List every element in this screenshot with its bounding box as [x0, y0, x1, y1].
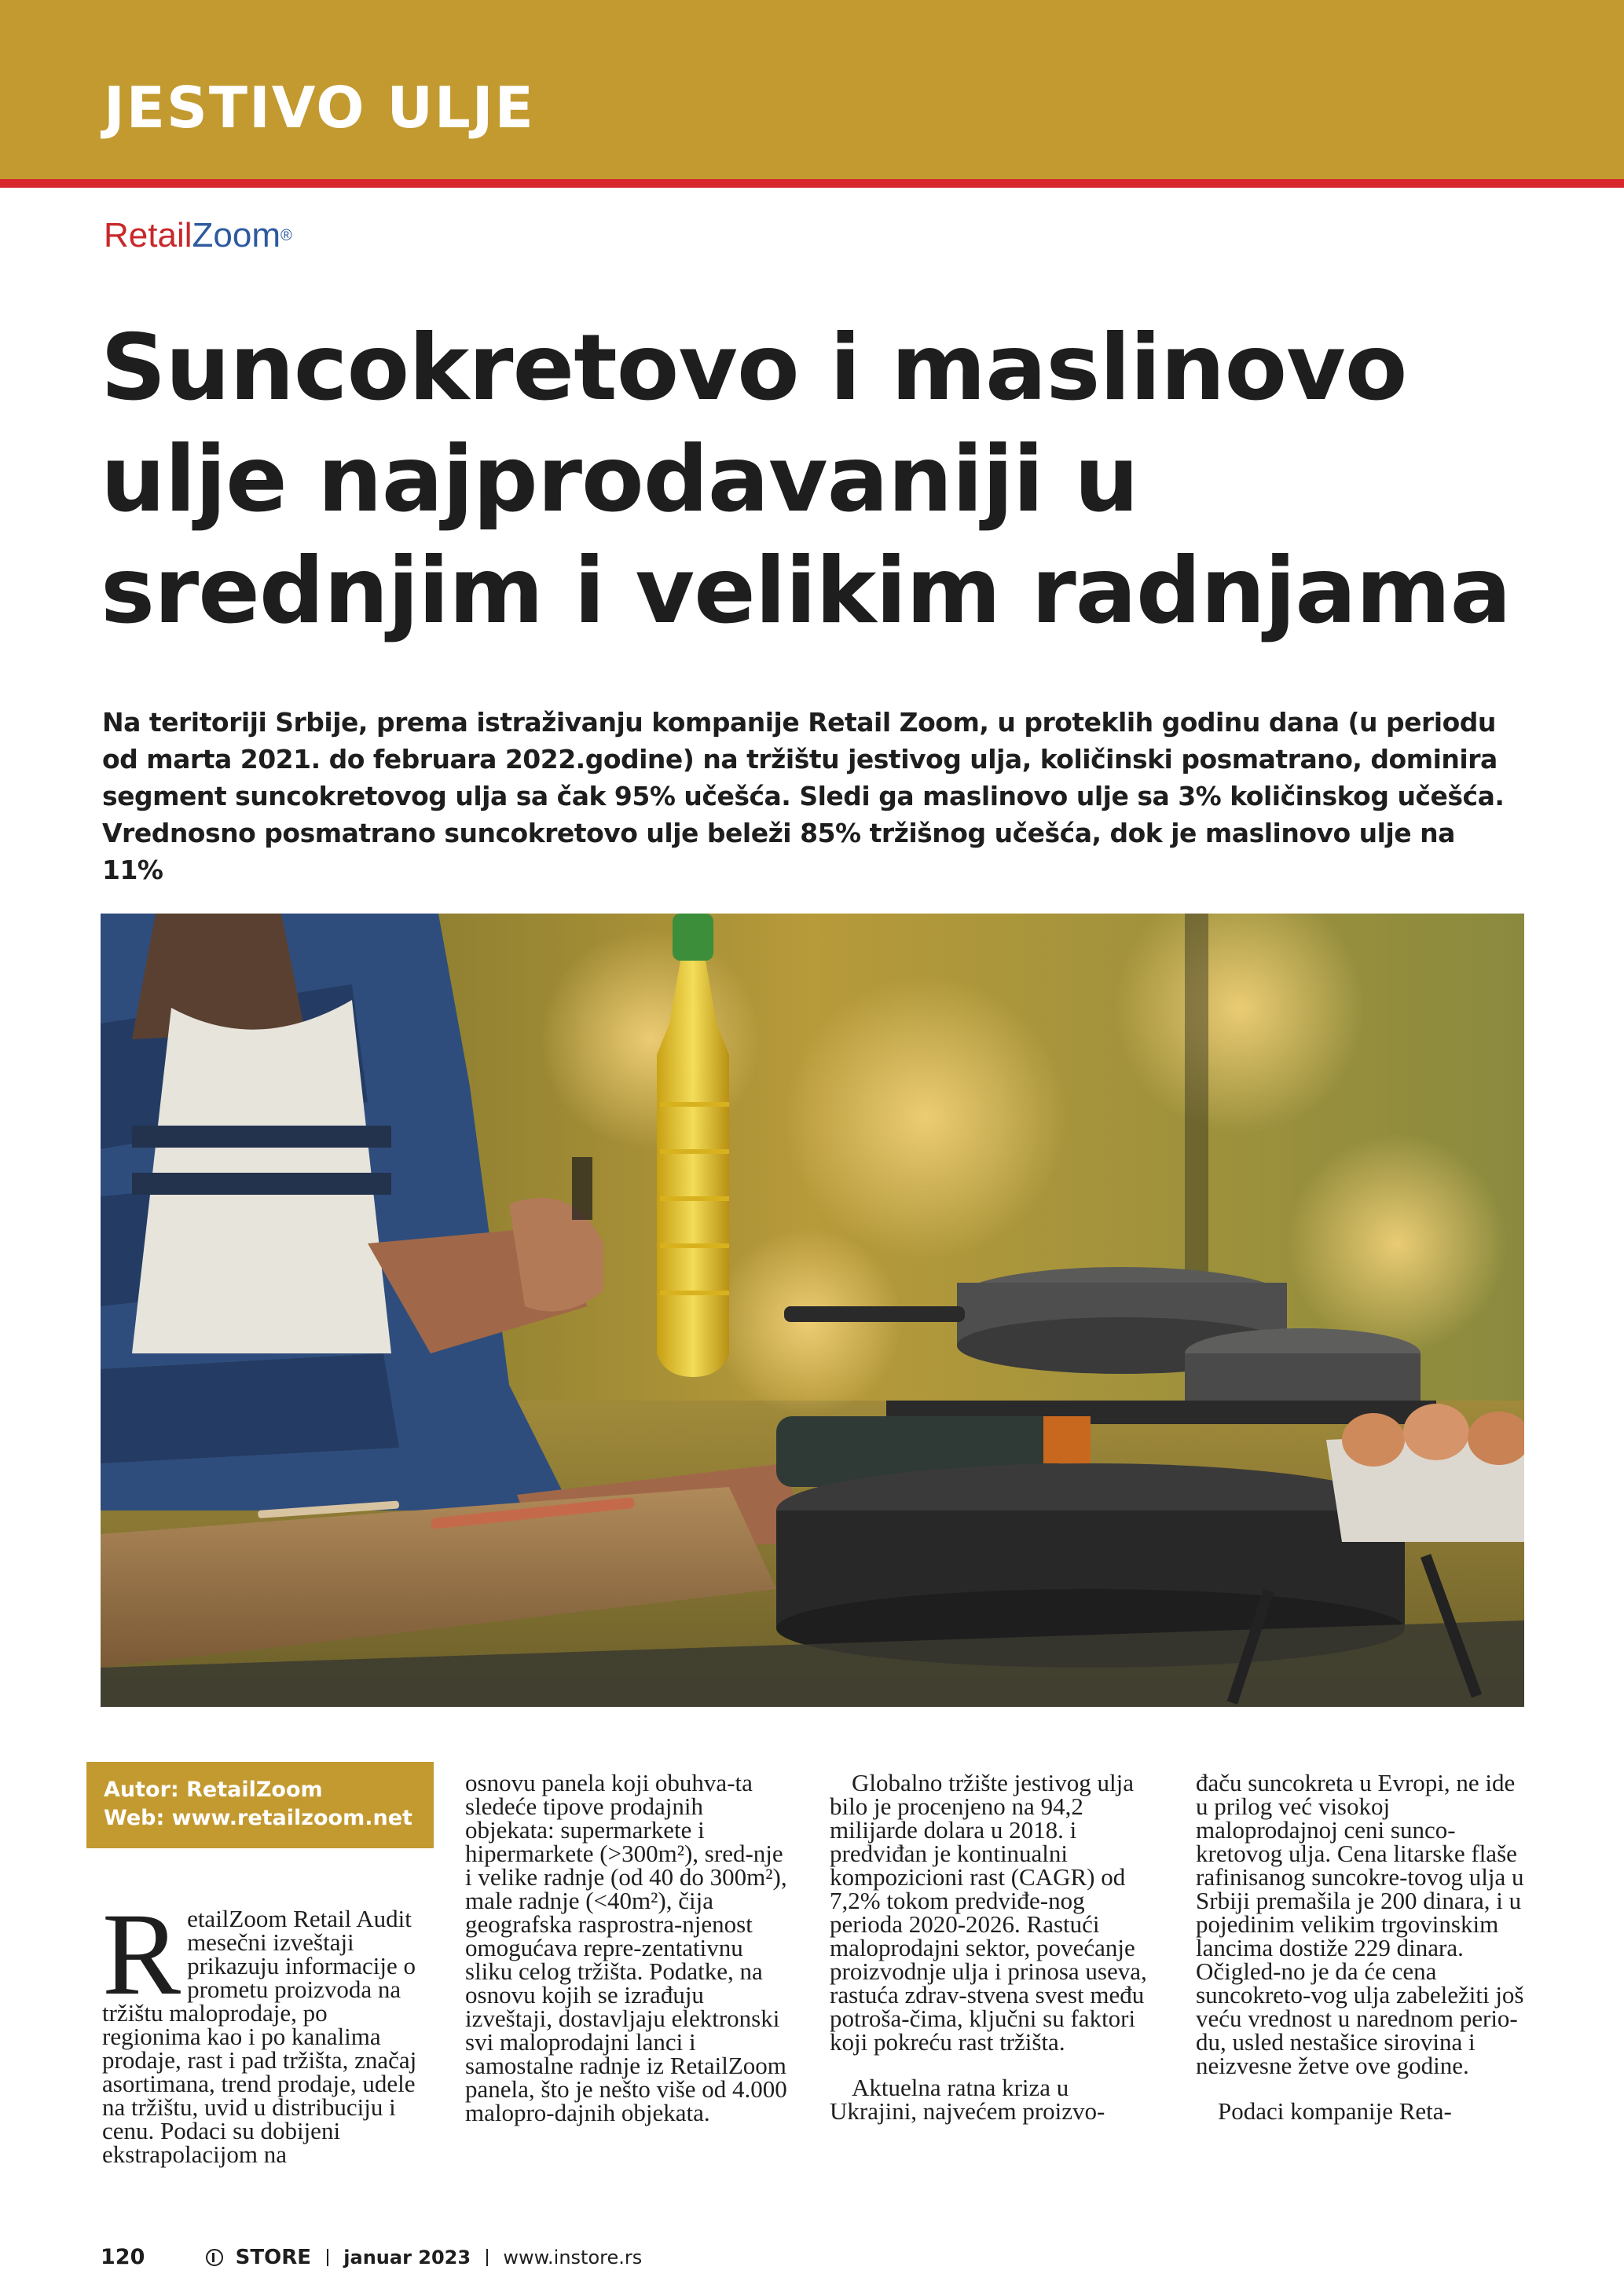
page-footer [101, 2243, 642, 2271]
footer-divider [486, 2249, 488, 2266]
section-title: JESTIVO ULJE [104, 75, 535, 141]
article-photo [101, 914, 1524, 1707]
body-column-3 [830, 1771, 1153, 2123]
publication-name: STORE [235, 2246, 312, 2269]
header-accent-line [0, 179, 1624, 188]
column-2-paragraph: osnovu panela koji obuhva-ta sledeće tipove prodajnih objekata: supermarkete i hipermarkete (>300m²), sred-nje i velike radnje (od 40 do 300m²), male radnje (<40m²), čija geografska rasprostra-njenost omogućava repre-zentativnu sliku celog tržišta. Podatke, na osnovu kojih se izrađuju izveštaji, dostavljaju elektronski svi maloprodajni lanci i samostalne radnje iz RetailZoom panela, što je nešto više od 4.000 malopro-dajnih objekata. [465, 1769, 787, 2126]
body-column-1 [102, 1889, 432, 2168]
logo-zoom-text: Zoom [192, 216, 280, 255]
column-4-paragraph-2: Podaci kompanije Reta- [1218, 2097, 1452, 2125]
article-lead: Na teritoriji Srbije, prema istraživanju kompanije Retail Zoom, u proteklih godinu dana (u periodu od marta 2021. do februara 2022.godine) na tržištu jestivog ulja, količinski posmatrano, dominira segment suncokretovog ulja sa čak 95% učešća. Sledi ga maslinovo ulje sa 3% količinskog učešća. Vrednosno posmatrano suncokretovo ulje beleži 85% tržišnog učešća, dok je maslinovo ulje na 11% [102, 707, 1505, 885]
column-3-paragraph-2: Aktuelna ratna kriza u Ukrajini, najvećem proizvo- [830, 2074, 1105, 2125]
article-headline: Suncokretovo i maslinovo ulje najprodavaniji u srednjim i velikim radnjama [101, 315, 1511, 644]
body-column-4 [1196, 1771, 1526, 2123]
instore-logo-icon [206, 2249, 223, 2266]
author-website: Web: www.retailzoom.net [104, 1806, 412, 1830]
registered-mark: ® [280, 227, 292, 244]
drop-cap: R [102, 1889, 181, 2020]
retailzoom-logo [104, 214, 292, 258]
author-box [86, 1762, 434, 1848]
author-label: Autor: RetailZoom [104, 1778, 323, 1802]
column-3-paragraph-1: Globalno tržište jestivog ulja bilo je procenjeno na 94,2 milijarde dolara u 2018. i predviđan je kontinualni kompozicioni rast (CAGR) od 7,2% tokom predviđe-nog perioda 2020-2026. Rastući maloprodajni sektor, povećanje proizvodnje ulja i prinosa useva, rastuća zdrav-stvena svest među potroša-čima, ključni su faktori koji pokreću rast tržišta. [830, 1769, 1147, 2056]
column-1-text: etailZoom Retail Audit mesečni izveštaji prikazuju informacije o prometu proizvoda na tržištu maloprodaje, po regionima kao i po kanalima prodaje, rast i pad tržišta, značaj asortimana, trend prodaje, udele na tržištu, uvid u distribuciju i cenu. Podaci su dobijeni ekstrapolacijom na [102, 1905, 417, 2168]
website-link[interactable]: www.instore.rs [503, 2247, 643, 2269]
logo-retail-text: Retail [104, 216, 192, 255]
issue-date: januar 2023 [343, 2247, 471, 2269]
column-4-paragraph-1: đaču suncokreta u Evropi, ne ide u prilog već visokoj maloprodajnoj ceni sunco-kretovog ulja. Cena litarske flaše rafinisanog suncokre-tovog ulja u Srbiji premašila je 200 dinara, i u pojedinim velikim trgovinskim lancima dostiže 229 dinara. Očigled-no je da će cena suncokreto-vog ulja zabeležiti još veću vrednost u narednom perio-du, usled nestašice sirovina i neizvesne žetve ove godine. [1196, 1769, 1524, 2079]
page-number: 120 [101, 2245, 145, 2269]
footer-divider [327, 2249, 328, 2266]
body-column-2 [465, 1771, 787, 2125]
